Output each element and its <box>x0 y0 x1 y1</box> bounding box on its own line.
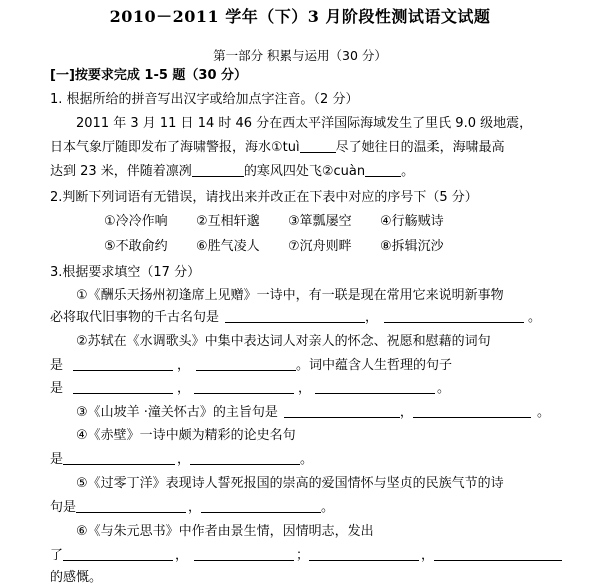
q3-text: 。 <box>300 452 314 467</box>
q3-instruction: 3.根据要求填空（17 分） <box>50 265 201 280</box>
answer-blank[interactable] <box>192 164 244 177</box>
q3-text: ， <box>177 358 191 373</box>
q2-option: ⑤不敢俞约 <box>104 239 168 254</box>
answer-blank[interactable] <box>201 500 321 513</box>
q3-text: ， <box>177 452 191 467</box>
answer-blank[interactable] <box>225 310 365 323</box>
q2-option: ⑦沉舟则畔 <box>288 239 352 254</box>
answer-blank[interactable] <box>194 548 294 561</box>
q1-text: 尽了她往日的温柔，海啸最高 <box>335 140 505 155</box>
q3-item5-answer-line <box>50 496 334 515</box>
q3-text: ， <box>399 405 413 420</box>
q3-text: ， <box>177 381 191 396</box>
q3-text: ， <box>421 548 435 563</box>
q3-item6-ending: 的感慨。 <box>50 570 103 585</box>
q3-text: 。 <box>321 500 335 515</box>
q3-item6-text: ⑥《与朱元思书》中作者由景生情，因情明志，发出 <box>76 524 374 539</box>
section-heading: [一]按要求完成 1-5 题（30 分） <box>50 68 248 83</box>
q2-option: ①冷冷作响 <box>104 214 168 229</box>
answer-blank[interactable] <box>315 381 435 394</box>
answer-blank[interactable] <box>76 500 186 513</box>
q2-option: ④行觞贼诗 <box>380 214 444 229</box>
q3-text: ③《山坡羊 ·潼关怀古》的主旨句是 <box>76 405 278 420</box>
q3-text: ， <box>175 548 189 563</box>
answer-blank[interactable] <box>384 310 524 323</box>
q3-text: 了 <box>50 548 64 563</box>
q1-instruction: 1. 根据所给的拼音写出汉字或给加点字注音。（2 分） <box>50 92 359 107</box>
q3-item1-text: ①《酬乐天扬州初逢席上见赠》一诗中，有一联是现在常用它来说明新事物 <box>76 288 504 303</box>
answer-blank[interactable] <box>434 548 562 561</box>
q2-option: ③箪瓢屡空 <box>288 214 352 229</box>
q2-instruction: 2.判断下列词语有无错误，请找出来并改正在下表中对应的序号下（5 分） <box>50 190 478 205</box>
answer-blank[interactable] <box>63 548 173 561</box>
q3-text: ， <box>188 500 202 515</box>
q1-text: 。 <box>401 164 415 179</box>
answer-blank[interactable] <box>63 452 175 465</box>
q3-item6-answer-line <box>50 544 562 563</box>
answer-blank[interactable] <box>284 405 400 418</box>
q3-text: 是 <box>50 381 64 396</box>
answer-blank[interactable] <box>190 452 300 465</box>
answer-blank[interactable] <box>196 358 296 371</box>
q3-item1-answer-line <box>50 306 541 325</box>
q3-item4-answer-line <box>50 448 313 467</box>
q2-option: ⑥胜气凌人 <box>196 239 260 254</box>
answer-blank[interactable] <box>309 548 419 561</box>
q3-text: ， <box>365 310 379 325</box>
q3-item2-answer-line1 <box>50 354 452 373</box>
q1-passage-line3 <box>50 160 414 179</box>
answer-blank[interactable] <box>73 381 173 394</box>
q3-item2-text: ②苏轼在《水调歌头》中集中表达词人对亲人的怀念、祝愿和慰藉的词句 <box>76 334 491 349</box>
answer-blank[interactable] <box>413 405 531 418</box>
q3-text: 。 <box>528 310 542 325</box>
q3-item2-answer-line2 <box>50 377 450 396</box>
answer-blank[interactable] <box>365 164 401 177</box>
q3-text: 。 <box>437 381 451 396</box>
q2-option: ②互相轩邈 <box>196 214 260 229</box>
q3-text: 。词中蕴含人生哲理的句子 <box>296 358 453 373</box>
q3-text: 是 <box>50 452 64 467</box>
exam-title: 2010－2011 学年（下）3 月阶段性测试语文试题 <box>109 7 491 26</box>
q3-item3-line <box>76 401 550 420</box>
q1-passage-line1: 2011 年 3 月 11 日 14 时 46 分在西太平洋国际海域发生了里氏 9.0 级地震， <box>76 116 533 131</box>
q3-item5-text: ⑤《过零丁洋》表现诗人誓死报国的崇高的爱国情怀与坚贞的民族气节的诗 <box>76 476 504 491</box>
q3-text: 句是 <box>50 500 77 515</box>
q1-passage-line2 <box>50 136 505 155</box>
q3-text: ； <box>296 548 310 563</box>
q3-text: 。 <box>536 405 550 420</box>
answer-blank[interactable] <box>194 381 294 394</box>
q3-text: 是 <box>50 358 64 373</box>
part-heading: 第一部分 积累与运用（30 分） <box>213 48 387 63</box>
q3-item4-text: ④《赤壁》一诗中颇为精彩的论史名句 <box>76 428 296 443</box>
q1-text: 的寒风四处飞②cuàn <box>243 164 366 179</box>
q1-text: 达到 23 米，伴随着凛冽 <box>50 164 192 179</box>
q3-text: ， <box>298 381 312 396</box>
answer-blank[interactable] <box>300 140 336 153</box>
q1-text: 日本气象厅随即发布了海啸警报，海水①tuì <box>50 140 300 155</box>
answer-blank[interactable] <box>73 358 173 371</box>
q2-option: ⑧拆辑沉沙 <box>380 239 444 254</box>
q3-text: 必将取代旧事物的千古名句是 <box>50 310 220 325</box>
